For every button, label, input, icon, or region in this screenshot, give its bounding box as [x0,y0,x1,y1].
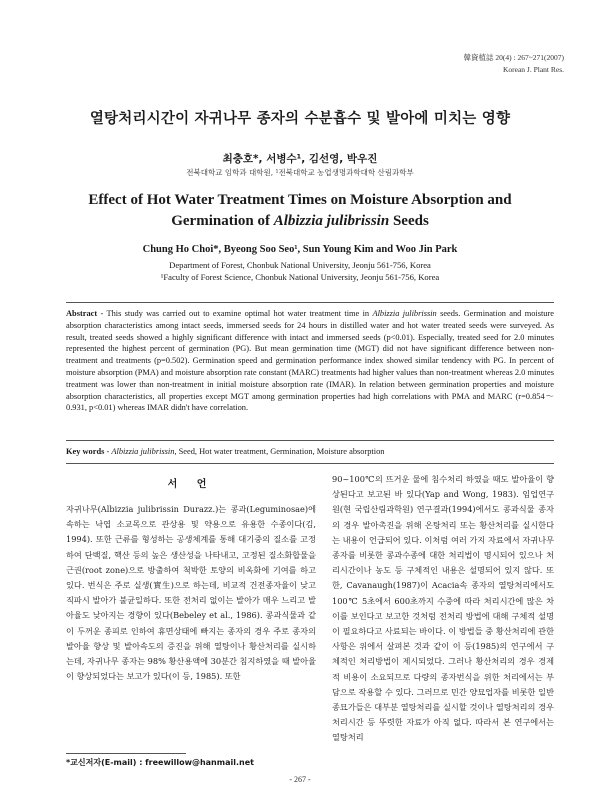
page-number: - 267 - [289,775,311,784]
keywords-dash: - [104,447,112,456]
abstract-species: Albizzia julibrissin [372,309,437,318]
title-prefix: Germination of [171,213,274,229]
keywords-label: Key words [66,447,105,456]
body-column-right: 90~100℃의 뜨거운 물에 침수처리 하였을 때도 발아율이 향상된다고 보고된 바 있다(Yap and Wong, 1983). 임업연구원(현 국립산림과학원) 연구결과(1994)에서도 콩과식물 종자의 경우 발아촉진을 위해 온탕처리 또는 황산처리를 실시한다는 내용이 언급되어 있다. 이처럼 여러 가지 자료에서 자귀나무 종자를 비롯한 콩과수종에 대한 처리법이 명시되어 있으나 처리시간이나 농도 등 구체적인 내용은 설명되어 있지 않다. 또한, Cavanaugh(1987)이 Acacia속 종자의 열탕처리에서도 100℃ 5초에서 600초까지 수중에 따라 처리시간에 많은 차이를 보인다고 보고한 것처럼 전처리 방법에 대해 구체적 설명이 필요하다고 사료되는 바이다. 이 방법들 중 황산처리에 관한 사항은 위에서 살펴본 것과 같이 이 등(1985)의 연구에서 구체적인 처리방법이 제시되었다. 그러나 황산처리의 경우 경제적 비용이 소요되므로 다량의 종자번식을 위한 처리에서는 부담으로 작용할 수 있다. 그러므로 민간 양묘업자를 비롯한 일반 종묘가들은 대부분 열탕처리를 실시할 것이나 열탕처리의 경우 처리시간 등 뚜렷한 자료가 아직 없다. 따라서 본 연구에서는 열탕처리 [332,474,554,743]
abstract-bottom-rule [66,440,554,441]
english-authors: Chung Ho Choi*, Byeong Soo Seo¹, Sun Young Kim and Woo Jin Park [142,244,458,255]
footnote-rule [66,753,186,754]
corresponding-author-footnote: *교신저자(E-mail) : freewillow@hanmail.net [66,758,254,767]
affiliation-1: Department of Forest, Chonbuk National University, Jeonju 561-756, Korea [169,260,431,270]
journal-ref-english: Korean J. Plant Res. [502,65,564,74]
korean-authors: 최충호*, 서병수¹, 김선영, 박우진 [222,153,378,165]
abstract-top-rule [66,302,554,303]
title-suffix: Seeds [389,213,429,229]
body-column-left: 자귀나무(Albizzia julibrissin Durazz.)는 콩과(Leguminosae)에 속하는 낙엽 소교목으로 관상용 및 약용으로 유용한 수종이다(김, 1994). 또한 근류를 형성하는 공생체계를 통해 대기중의 질소를 고정하여 단백질, 핵산 등의 높은 생산성을 나타내고, 고정된 질소화합물을 근권(root zone)으로 방출하여 척박한 토양의 비옥화에 기여를 하고 있다. 번식은 주로 실생(實生)으로 하는데, 비교적 건전종자율이 낮고 직파시 발아가 불균일하다. 또한 전처리 없이는 발아가 매우 느리고 발아율도 낮아지는 경향이 있다(Bebeley et al., 1986). 콩과식물과 같이 두꺼운 종피로 인하여 휴면상태에 빠지는 종자의 경우 주로 종자의 발아율 향상 및 발아속도의 증진을 위해 열탕이나 황산처리를 실시하는데, 자귀나무 종자는 98% 황산용액에 30분간 침지하였을 때 발아율이 향상되었다는 보고가 있다(이 등, 1985). 또한 [66,504,316,682]
title-species: Albizzia julibrissin [273,213,390,229]
abstract [66,308,554,414]
abstract-lead: - This study was carried out to examine optimal hot water treatment time in [97,309,373,318]
english-title [20,190,580,232]
journal-ref-korean: 韓資植誌 20(4) : 267~271(2007) [463,53,564,62]
english-affiliations [0,260,600,283]
abstract-body: seeds. Germination and moisture absorption characteristics among intact seeds, immersed seeds for 24 hours in distilled water and hot water treated seeds were surveyed. As result, treated seeds showed a highly significant difference with intact and immersed seeds (p<0.01). Especially, treated seed for 2.0 minutes represented the highest percent of germination (PG). But mean germination time (MGT) did not have significant difference between non-treatment and treatments (p=0.502). Germination speed and germination performance index showed similar tendency with PG. In percent of moisture absorption (PMA) and moisture absorption rate constant (MARC) treatments had higher values than non-treatment whereas 2.0 minutes treatment was lower than non-treatment in initial moisture absorption rate (IMAR). In relation between germination properties and moisture absorption characteristics, all properties except MGT among germination properties had high correlations with PMA and MARC (r=0.854～0.931, p<0.01) whereas IMAR didn't have correlation. [66,309,555,413]
keywords-species: Albizzia julibrissin [111,447,175,456]
affiliation-2: ¹Faculty of Forest Science, Chonbuk National University, Jeonju 561-756, Korea [160,271,440,282]
abstract-label: Abstract [66,309,98,318]
keywords [66,447,554,456]
english-title-line2 [20,211,580,232]
korean-title: 열탕처리시간이 자귀나무 종자의 수분흡수 및 발아에 미치는 영향 [89,111,511,127]
keywords-rule [66,463,554,464]
journal-reference [463,52,564,76]
section-title: 서 언 [167,479,215,490]
english-title-line1: Effect of Hot Water Treatment Times on Moisture Absorption and [88,192,512,208]
korean-affiliation: 전북대학교 임학과 대학원, ¹전북대학교 농업생명과학대학 산림과학부 [186,168,414,177]
keywords-rest: , Seed, Hot water treatment, Germination, Moisture absorption [174,447,385,456]
